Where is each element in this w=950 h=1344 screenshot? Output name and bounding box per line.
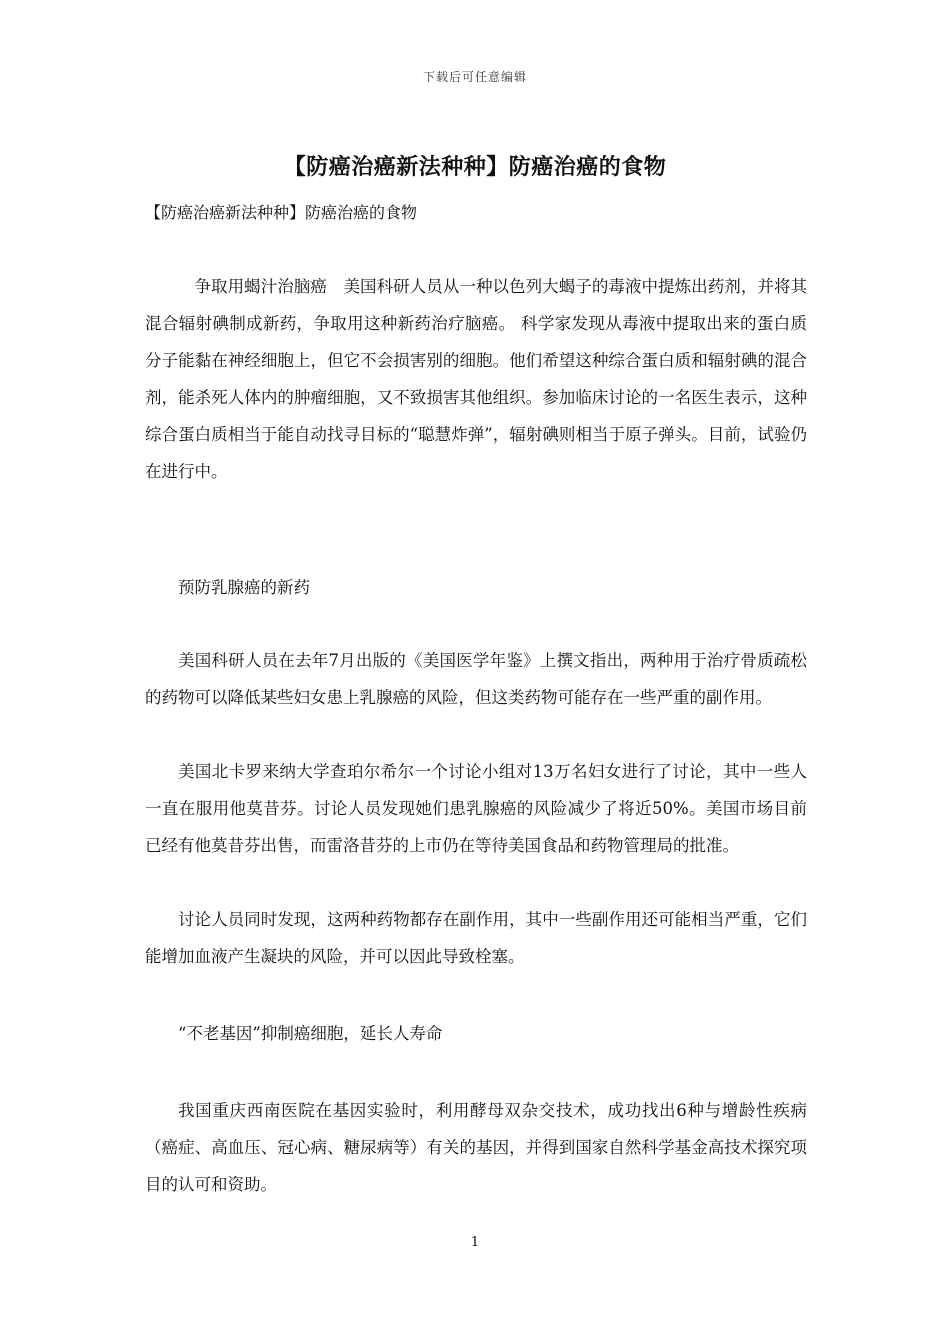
paragraph-chongqing-research: 我国重庆西南医院在基因实验时，利用酵母双杂交技术，成功找出6种与增龄性疾病（癌症、高血压、冠心病、糖尿病等）有关的基因，并得到国家自然科学基金高技术探究项目的认可和资助。 bbox=[145, 1101, 807, 1194]
paragraph-side-effects: 讨论人员同时发现，这两种药物都存在副作用，其中一些副作用还可能相当严重，它们能增加血液产生凝块的风险，并可以因此导致栓塞。 bbox=[145, 910, 807, 966]
document-title: 【防癌治癌新法种种】防癌治癌的食物 bbox=[283, 154, 667, 180]
paragraph-scorpion-venom: 争取用蝎汁治脑癌 美国科研人员从一种以色列大蝎子的毒液中提炼出药剂，并将其混合辐射碘制成新药，争取用这种新药治疗脑癌。 科学家发现从毒液中提取出来的蛋白质分子能黏在神经细胞上，但它不会损害别的细胞。他们希望这种综合蛋白质和辐射碘的混合剂，能杀死人体内的肿瘤细胞，又不致损害其他组织。参加临床讨论的一名医生表示，这种综合蛋白质相当于能自动找寻目标的“聪慧炸弹”，辐射碘则相当于原子弹头。目前，试验仍在进行中。 bbox=[145, 277, 807, 481]
section-heading-longevity-gene: “不老基因”抑制癌细胞，延长人寿命 bbox=[178, 1024, 443, 1043]
paragraph-unc-study: 美国北卡罗来纳大学查珀尔希尔一个讨论小组对13万名妇女进行了讨论，其中一些人一直在服用他莫昔芬。讨论人员发现她们患乳腺癌的风险减少了将近50%。美国市场目前已经有他莫昔芬出售，而雷洛昔芬的上市仍在等待美国食品和药物管理局的批准。 bbox=[145, 762, 807, 855]
document-subtitle: 【防癌治癌新法种种】防癌治癌的食物 bbox=[145, 203, 418, 222]
section-heading-breast-cancer: 预防乳腺癌的新药 bbox=[178, 578, 310, 597]
paragraph-osteoporosis-drugs: 美国科研人员在去年7月出版的《美国医学年鉴》上撰文指出，两种用于治疗骨质疏松的药物可以降低某些妇女患上乳腺癌的风险，但这类药物可能存在一些严重的副作用。 bbox=[145, 651, 807, 707]
header-note: 下载后可任意编辑 bbox=[422, 70, 527, 84]
page-number: 1 bbox=[470, 1235, 480, 1250]
